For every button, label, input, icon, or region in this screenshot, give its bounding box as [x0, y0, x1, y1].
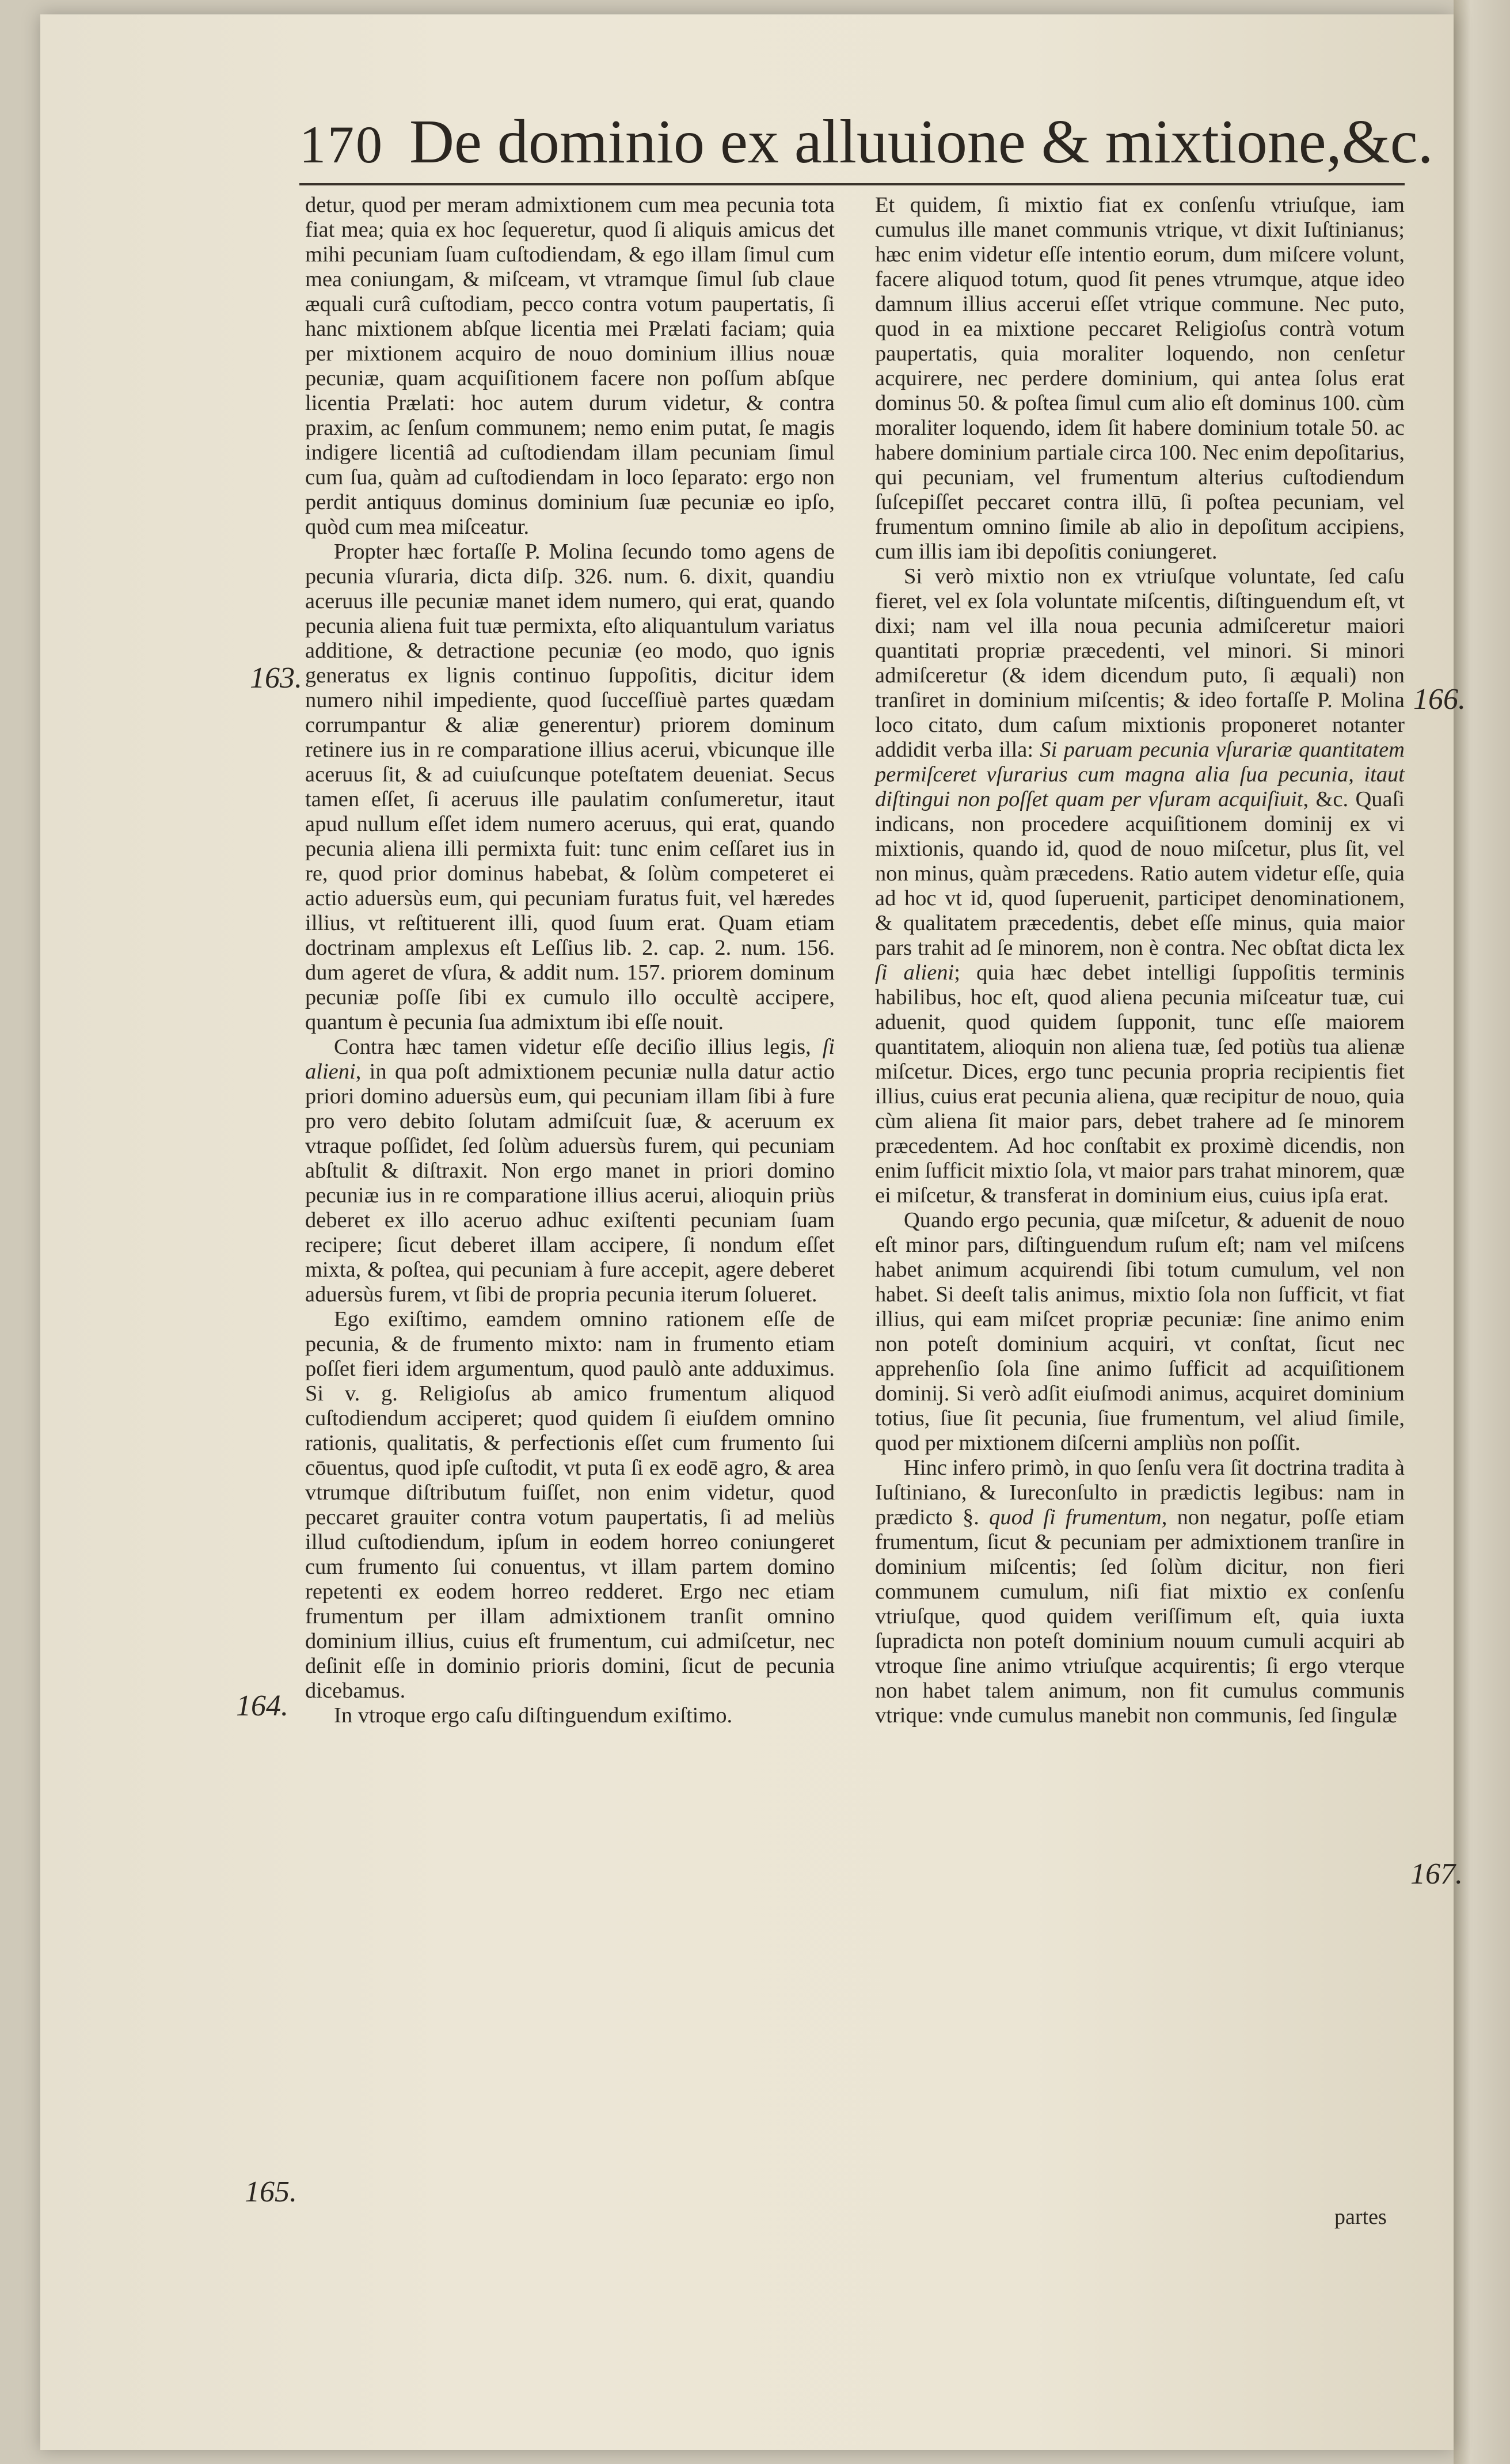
text-run: Hinc infero primò, in quo ſenſu vera ſit doctrina tradita à Iuſtiniano, & Iureconſulto in prædictis legibus: nam in prædicto §.: [875, 1456, 1405, 1529]
paragraph: Quando ergo pecunia, quæ miſcetur, & aduenit de nouo eſt minor pars, diſtinguendum ruſum eſt; nam vel miſcens habet animum acquirendi ſibi totum cumulum, vel non habet. Si deeſt talis animus, mixtio ſola non ſufficit, vt fiat illius, qui eam miſcet propriæ pecuniæ: ſine animo enim non poteſt dominium acquiri, vt conſtat, ſicut nec apprehenſio ſola ſine animo ſufficit ad acquiſitionem dominij. Si verò adſit eiuſmodi animus, acquiret dominium totius, ſiue ſit pecunia, ſiue frumentum, vel aliud ſimile, quod per mixtionem diſcerni ampliùs non poſſit.: [875, 1208, 1405, 1455]
text-run: , in qua poſt admixtionem pecuniæ nulla datur actio priori domino aduersùs eum, qui pecuniam illam ſibi à fure pro vero debito ſolutam admiſcuit ſuæ, & aceruum ex vtraque poſſidet, ſed ſolùm aduersùs furem, qui pecuniam abſtulit & diſtraxit. Non ergo manet in priori domino pecuniæ ius in re comparatione illius acerui, alioquin priùs deberet ex illo aceruo adhuc exiſtenti pecuniam ſuam recipere; ſicut deberet illam accipere, ſi nondum eſſet mixta, & poſtea, qui pecuniam à fure accepit, agere deberet aduersùs furem, vt ſibi de propria pecunia iterum ſolueret.: [305, 1060, 835, 1307]
text-run: ; quia hæc debet intelligi ſuppoſitis terminis habilibus, hoc eſt, quod aliena pecunia miſceatur tuæ, cui aduenit, quod quidem ſupponit, tunc eſſe maiorem quantitatem, alioquin non aliena tuæ, ſed potiùs tua alienæ miſcetur. Dices, ergo tunc pecunia propria recipientis fiet illius, cuius erat pecunia aliena, quæ recipitur de nouo, quia cùm aliena ſit maior pars, debet trahere ad ſe minorem præcedentem. Ad hoc conſtabit ex proximè dicendis, non enim ſufficit mixtio ſola, vt maior pars trahat minorem, quæ ei miſcetur, & transferat in dominium eius, cuius ipſa erat.: [875, 960, 1405, 1208]
paragraph: [305, 1035, 835, 1307]
margin-number-164: 164.: [236, 1690, 288, 1722]
margin-number-163: 163.: [250, 662, 302, 694]
running-title: De dominio ex alluuione & mixtione,&c.: [409, 108, 1433, 176]
paragraph: Propter hæc fortaſſe P. Molina ſecundo tomo agens de pecunia vſuraria, dicta diſp. 326. num. 6. dixit, quandiu aceruus ille pecuniæ manet idem numero, qui erat, quando pecunia aliena fuit tuæ permixta, eſto aliquantulum variatus additione, & detractione pecuniæ (eo modo, quo ignis generatus ex lignis continuo ſuppoſitis, dicitur idem numero nihil impediente, quod ſucceſſiuè partes quædam corrumpantur & aliæ generentur) priorem dominum retinere ius in re comparatione illius acerui, vbicunque ille aceruus ſit, & ad cuiuſcunque poteſtatem deueniat. Secus tamen eſſet, ſi aceruus ille paulatim conſumeretur, itaut apud nullum eſſet idem numero aceruus, qui erat, quando pecunia aliena illi permixta fuit: tunc enim ceſſaret ius in re, quod prior dominus habebat, & ſolùm competeret ei actio aduersùs eum, qui pecuniam furatus fuit, vel hæredes illius, vt reſtituerent illi, quod ſuum erat. Quam etiam doctrinam amplexus eſt Leſſius lib. 2. cap. 2. num. 156. dum ageret de vſura, & addit num. 157. priorem dominum pecuniæ poſſe ſibi ex cumulo illo occultè accipere, quantum è pecunia ſua admixtum ibi eſſe nouit.: [305, 540, 835, 1034]
italic-quote: Si paruam pecunia vſurariæ quantitatem permiſceret vſurarius cum magna alia ſua pecunia, itaut diſtingui non poſſet quam per vſuram acquiſiuit: [875, 738, 1405, 811]
left-column: [305, 193, 835, 1728]
header-rule: [299, 183, 1405, 185]
italic-citation: quod ſi frumentum: [989, 1505, 1162, 1529]
text-run: , &c. Quaſi indicans, non procedere acquiſitionem dominij ex vi mixtionis, quando id, quod de nouo miſcetur, plus ſit, vel non minus, quàm præcedens. Ratio autem videtur eſſe, quia ad hoc vt id, quod ſuperuenit, participet denominationem, & qualitatem præcedentis, debet eſſe minus, quia maior pars trahit ad ſe minorem, non è contra. Nec obſtat dicta lex: [875, 787, 1405, 960]
paragraph: In vtroque ergo caſu diſtinguendum exiſtimo.: [334, 1703, 733, 1728]
margin-number-165: 165.: [245, 2176, 297, 2208]
paragraph: detur, quod per meram admixtionem cum mea pecunia tota fiat mea; quia ex hoc ſequeretur, quod ſi aliquis amicus det mihi pecuniam ſuam cuſtodiendam, & ego illam ſimul cum mea coniungam, & miſceam, vt vtramque ſimul ſub claue æquali curâ cuſtodiam, pecco contra votum paupertatis, ſi hanc mixtionem abſque licentia mei Prælati faciam; quia per mixtionem acquiro de nouo dominium illius nouæ pecuniæ, quam acquiſitionem facere non poſſum abſque licentia Prælati: hoc autem durum videtur, & contra praxim, ac ſenſum communem; nemo enim putat, ſe magis indigere licentiâ ad cuſtodiendam illam pecuniam ſimul cum ſua, quàm ad cuſtodiendam in loco ſeparato: ergo non perdit antiquus dominus dominium ſuæ pecuniæ eo ipſo, quòd cum mea miſceatur.: [305, 193, 835, 539]
catchword: partes: [1334, 2205, 1387, 2229]
text-run: Contra hæc tamen videtur eſſe deciſio illius legis,: [334, 1035, 823, 1059]
paragraph: Ego exiſtimo, eamdem omnino rationem eſſe de pecunia, & de frumento mixto: nam in frumento etiam poſſet fieri idem argumentum, quod paulò ante adduximus. Si v. g. Religioſus ab amico frumentum aliquod cuſtodiendum acciperet; quod quidem ſi eiuſdem omnino rationis, qualitatis, & perfectionis eſſet cum frumento ſui cōuentus, quod ipſe cuſtodit, vt puta ſi ex eodē agro, & area vtrumque diſtributum fuiſſet, non enim videtur, quod peccaret grauiter contra votum paupertatis, ſi ad meliùs illud cuſtodiendum, ipſum in eodem horreo coniungeret cum frumento ſui conuentus, vt illam partem domino repetenti ex eodem horreo redderet. Ergo nec etiam frumentum per illam admixtionem tranſit omnino dominium illius, cuius eſt frumentum, cui admiſcetur, nec deſinit eſſe in dominio prioris domini, ſicut de pecunia dicebamus.: [305, 1307, 835, 1703]
italic-citation: ſi alieni: [305, 1035, 835, 1084]
paragraph: [875, 564, 1405, 1208]
margin-number-166: 166.: [1413, 683, 1466, 716]
paragraph: [875, 1456, 1405, 1728]
book-edge: [1454, 0, 1510, 2464]
paragraph: Et quidem, ſi mixtio fiat ex conſenſu vtriuſque, iam cumulus ille manet communis vtrique, vt dixit Iuſtinianus; hæc enim videtur eſſe intentio eorum, dum miſcere volunt, facere aliquod totum, quod ſit penes vtrumque, atque ideo damnum illius accerui eſſet vtrique commune. Nec puto, quod in ea mixtione peccaret Religioſus contrà votum paupertatis, quia moraliter loquendo, non cenſetur acquirere, nec perdere dominium, qui antea ſolus erat dominus 50. & poſtea ſimul cum alio eſt dominus 100. cùm moraliter loquendo, idem ſit habere dominium totale 50. ac habere dominium partiale circa 100. Nec enim depoſitarius, qui pecuniam, vel frumentum alterius cuſtodiendum ſuſcepiſſet peccaret contra illū, ſi poſtea pecuniam, vel frumentum omnino ſimile ab alio in depoſitum accipiens, cum illis iam ibi depoſitis coniungeret.: [875, 193, 1405, 564]
margin-number-167: 167.: [1410, 1858, 1463, 1890]
italic-citation: ſi alieni: [875, 960, 954, 985]
text-run: Si verò mixtio non ex vtriuſque voluntate, ſed caſu fieret, vel ex ſola voluntate miſcentis, diſtinguendum eſt, vt dixi; nam vel illa noua pecunia admiſceretur maiori quantitati propriæ præcedenti, vel minori. Si minori admiſceretur (& idem dicendum puto, ſi æquali) non tranſiret in dominium miſcentis; & ideo fortaſſe P. Molina loco citato, dum caſum mixtionis proponeret notanter addidit verba illa:: [875, 564, 1405, 762]
text-run: , non negatur, poſſe etiam frumentum, ſicut & pecuniam per admixtionem tranſire in dominium miſcentis; ſed ſolùm dicitur, non fieri communem cumulum, niſi fiat mixtio ex conſenſu vtriuſque, quod quidem veriſſimum eſt, quia iuxta ſupradicta non poteſt dominium nouum cumuli acquiri ab vtroque ſine animo vtriuſque acquirentis; ſi ergo vterque non habet talem animum, non fit cumulus communis vtrique: vnde cumulus manebit non communis, ſed ſingulæ: [875, 1505, 1405, 1728]
page-header: [299, 107, 1433, 178]
page-number: 170: [299, 115, 384, 174]
right-column: [875, 193, 1405, 1728]
